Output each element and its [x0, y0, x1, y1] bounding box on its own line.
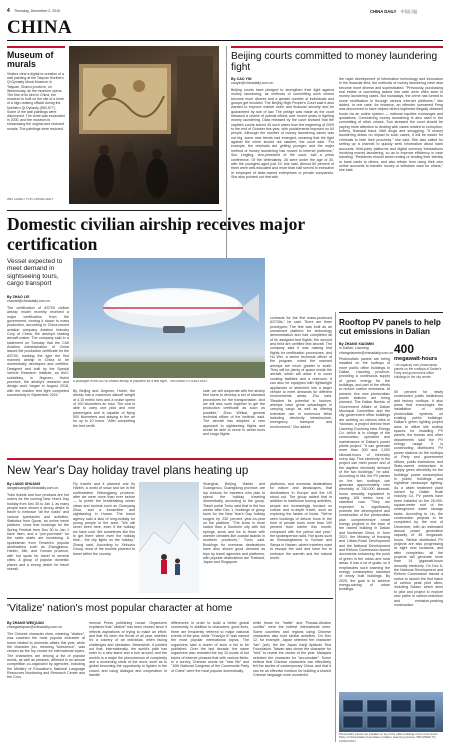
rooftop-photo-art	[339, 692, 443, 732]
rooftop-big-note: The capacity from photovoltaic panels on the rooftops of Dalian's Party and government office buildings in the city center.	[394, 364, 442, 379]
airship-col-2: By Beijing and Jingmen, Hubei, the airship has a maximum takeoff weight of 4.15 metric tons and a cruise speed of 100 kilometers an hour. The cost is able to carry one pilot and nine passengers and is capable of flying 500 kilometers and staying in the air for up to 10 hours. "After completing the test certifi-	[73, 389, 135, 428]
lower-divider	[335, 312, 336, 742]
rooftop-caption	[339, 733, 443, 745]
vitalize-col-4: while those for "battle" and "Russia-Ukraine conflict" were the hottest international ones. Some countries and regions using Chinese characters also hold similar activities. On Dec 12, for example, Japan selected the character "tax" (zei), the the Japan Kanji Aptitude Test Foundation. Taiwan also chose the character for "bird" to reveal the choice of the year. Malaysia selected the character for "accumulate". Some believe that Chinese characters can effectively tell the stories of contemporary China, and that it can be an effective medium for building a shared Chinese language more wonderful.	[253, 621, 331, 678]
brand-english: CHINA DAILY	[370, 9, 397, 14]
brand-name	[370, 9, 417, 15]
newyear-col-1: Train tickets and tour products are hot orders for the coming New Year's Day holiday from Dec 30 to Jan 1, as many people have shown a strong desire to travel to embrace "all the roads" and various spectacles and activities. Statistics from Qunar, an online travel platform, show that bookings for the Spring Festival from Dec 30 to Jan 1 have risen, and a "pre-purchase" for the sales starts are increasing. A spokesman from Tencent's popular destinations such as Zhangjiakou, Harbin, Jilin, and Yunnan province, with hot spots for travel to several cities. A group of popular domestic places and a strong desire for travel overall.	[7, 493, 69, 571]
airship-col-3: cate, we will cooperate with the airship first users to develop a set of standard procedures for the transportation. And we will also work together to get the production certificate as soon as possible," Zhou Weikai, general technical officer of the institute, said. The aircraft has adopted a new approach to sightseeing flights and would be able to serve in aerial tours and cargo flights.	[203, 389, 265, 437]
newyear-byline-name: By LIANG SHUANG	[7, 482, 41, 486]
newyear-col-4: platforms, and overseas destinations for nature and landscapes, that destinations in Europe and the US stood out. The group added that in addition to traditional touring activities, people are increasingly focused on culture and in-depth travel, such as exploring the tastes of foods. "We've seen bookings of deluxe tours in the form of private tours more than 100 percent from earlier this month, compared with the period last year," the spokesperson said. Hot spots such as Xishuangbanna in Yunnan and Sanya in Hainan, where travelers want to escape the cold and have fun to embrace the warmth and the natural world.	[270, 482, 332, 560]
newyear-byline	[7, 482, 69, 491]
vitalize-byline	[7, 621, 85, 630]
museum-photo-art	[69, 46, 219, 204]
rooftop-big-unit: megawatt-hours	[394, 356, 438, 362]
beijing-red-bar	[231, 46, 443, 48]
beijing-byline-name: By CAO YIN	[231, 77, 252, 81]
rooftop-byline-name: By ZHANG XIAOMIN	[339, 342, 374, 346]
rooftop-top-rule	[339, 312, 443, 313]
sidebar-red-bar	[7, 46, 65, 48]
museum-photo	[69, 46, 219, 204]
section-title: CHINA	[7, 17, 72, 38]
newyear-headline: New Year's Day holiday travel plans heating up	[7, 464, 249, 477]
newyear-byline-email: liangshuang@chinadaily.com.cn	[7, 486, 59, 491]
rooftop-byline	[339, 342, 394, 355]
rooftop-headline: Rooftop PV panels to help cut emissions in Dalian	[339, 318, 441, 337]
rooftop-col-2: 50 percent for newly constructed public institutions and factory rooftops. It also plans that encourages the installation of solar photovoltaic systems on existing public buildings. Dalian's green lighting project aims to utilize idle rooftop spaces for installing PV panels, the bureau and other departments said the PV energy usage. It is constructing distributed PV power stations on the rooftops of Party and government offices, public institutions, and State-owned enterprises to supply green electricity for the buildings' power consumption in public buildings and nighttime landscape lighting. As a wider treatment plant owned by Dalian Huali Industry Co, PV panels have been installed on the 25,000-square-meter roof of the underground water storage tanks. According to Liu, the construction projects to be completed by the end of December, with an estimated annual power generation capacity of 45 megawatt-hours. Similar distributed PV projects are also progressing at eight new locations, and after completion, all the projects will generate more than 14 gigawatt-hours annually electricity. On Dec 6, the National Development and Reform Commission issued a notice to launch the first batch of carbon peak pilot cities, including Dalian, which aims to pilot and project to explore new paths in carbon-reduction and emission-peaking construction.	[394, 390, 443, 607]
newyear-col-3: Shanghai, Beijing, Harbin and Guangzhou, Guangdong province, are top choices for travelers who plan to spend the holiday traveling domestically, according to the group. Travel portal Tuniu said that in the two weeks after Dec 1, bookings of group tours for the New Year's Day holiday surged by 230 percent year-on-year on the platform. "The snow is more varied than a Southern city with hot springs, snow and ice to those with warmer climates like coastal islands in southern provinces," Tuniu said. Bookings for overseas destinations have also shown good demand as trips by travel agencies and platforms, with popular destinations are Thailand, Japan and Singapore.	[203, 482, 265, 565]
vitalize-col-3: differences in order to build a better global community. In addition to characters, good lines, there are frequently referred to major national events of the year, while "Chang'e-6" was named the most popular international topics. The organizers said a dozen of such a list to be published. Over the last decade, the same organizers also revealed the top 10 words of hot topics of internet phrases that with various fields. In a survey, Chinese words for "new life" and "10th National Congress of the Communist Party of China" were the most popular domestically,	[171, 621, 249, 673]
vitalize-byline-name: By ZHANG WEIQUAN	[7, 621, 44, 625]
airship-headline: Domestic civilian airship receives major certification	[7, 214, 305, 254]
sidebar-title: Museum of murals	[7, 50, 54, 70]
rooftop-photo-credit: PROVIDED TO CHINA DAILY	[339, 735, 436, 743]
newyear-photo-art	[139, 482, 199, 593]
airship-caption	[73, 380, 265, 384]
newyear-col-2: Fly travels and it planned one fly Harbin, a world of snow and ice in the northeastern Heilongjiang province, after we were more than ever before — to prefer the breathtaking winter views and tourists such as Chaoyang Zhou, and a transmitter and sightseeing in Hunan. The travel agency said a lack of long-holiday for young people in the area. "We will never been here, even if the holiday we have cold. We sometimes like this to get there when even the holiday time... the city lights on the holiday," Zhang said. According to Xinhua's Group, most of the tourists planned to travel within the country.	[73, 482, 135, 556]
airship-photo	[73, 258, 265, 378]
brand-chinese: 中国日报	[400, 9, 418, 14]
date-line: Thursday, December 2, 2010	[14, 9, 61, 13]
airship-byline	[7, 295, 69, 304]
vitalize-col-2: mercial Press publishing house. Organizers explained that "vitalize" has been chosen since it reflects aspirations of trying to make an effort, and that it's been the thrust of all year, whether it's a country of an individual, when facing challenges and obstacles. Meanwhile, it pointed out that, internationally, the world's path has enter to a new stand and a turn around, and the world's is a major the phenomenon of complexity and a worsening crisis of the word, such as to global becoming the opportunity to lighten in the crowd, and using dialogue and cooperation to handle	[89, 621, 167, 678]
page-number: 4	[7, 8, 10, 14]
vitalize-byline-email: zhangweiquan@chinadaily.com.cn	[7, 625, 63, 630]
rooftop-byline-email: zhangxiaomin@chinadaily.com.cn	[339, 350, 394, 355]
rooftop-caption-text: Photovoltaic panels are installed on top of the office buildings of the Communist Party of China Dalian Committee in Dalian, Liaoning province.	[339, 733, 438, 740]
airship-col-1: The certification of AS700 civilian airship model recently received a major certification from the government, moving it closer to mass production, according to China-owned aviation company Aviation Industry Corp of China, the airship's leading aircraft maker. The company said in a statement on Tuesday that the Civil Aviation Administration of China issued the production certificate for the AS700, marking the type the first manned airship in China to be domestically developed and certified. Designed and built by the Special Vehicle Research Institute, an AVIC subsidiary, in Jingmen, Hubei province, the airship's research and design work began in August 2018, with the maiden test fight completed successfully in September 2022.	[7, 306, 69, 397]
newyear-red-bar	[7, 458, 333, 460]
vitalize-col-1: The Chinese character zhen, meaning "vitalize", was crowned the most popular character at home related to domestic affairs this year, while the character jun, meaning "turbulence", was chosen as the top choice for international topics. The characters are among a list of popular words, as well as phrases, affirmed in an annual competition co-organized by agencies, including the Ministry of Education's National Language Resources Monitoring and Research Center and the Com-	[7, 632, 85, 680]
beijing-byline-email: caoyin@chinadaily.com.cn	[231, 81, 274, 86]
airship-top-rule	[7, 210, 222, 211]
airship-photo-credit: PROVIDED TO CHINA DAILY	[170, 380, 208, 383]
newyear-photo	[139, 482, 199, 593]
airship-col-4: contracts for the first mass-produced AS700s," he said. There are three prototypes: The first was built as an unmanned platform for technology demonstration and had completed all of its assigned test flights; the second and third are certified test aircraft. The company said it was making test flights for certification procedures, and Hu Wei, a senior technical officer of the program, noted the manned airships are much greater in scale. They will be plenty of space inside the aircraft, which will allow it to cover cooking facilities and a restroom. It can also be equipped with lightweight appliances or stretched into a larger vehicle to meet demands for different environments areas, Zhu said. "Besides its potential in tourism, airships have great advantages in carrying cargo as well as offering extensive use in numerous fields including electricity infrastructure, emergency transport and environment," Zhu added.	[270, 316, 332, 429]
vitalize-headline: 'Vitalize' nation's most popular character at home	[7, 603, 233, 614]
beijing-col-1: Beijing courts have pledged to strengthen their fight against money laundering, as methods of committing such crimes become more diverse and a greater number of individuals and groups get involved. The Beijing High People's Court said it also wanted to improve market order and financial security and be guaranteed by rule of law. The pledge was made as the court released a review of judicial efforts over recent years in fighting money laundering. Data released by the court showed that the capital's courts solved 45 such cases from the beginning of 2009 to the end of October this year, with punishments imposed on 64 people. Although the number of money laundering cases was not big, some new trends had emerged, meaning that the fight against the crime should not slacken, the court said. "For example, the criminals are getting younger, and the major method of money laundering has moved to Internet platforms," Sun Lingling, vice-president of the court, told a press conference. Of the defendants, 26 were under the age of 30, with the youngest aged just 19, she said. Almost 60 percent of them were well-educated and more than half served in executive or employee of state-owned enterprises or private companies. She also pointed out that with	[231, 88, 334, 179]
rooftop-byline-loc: in Dalian, Liaoning	[339, 346, 369, 351]
airship-caption-text: A prototype of the AS700 civilian airship is prepared for a test flight.	[73, 380, 168, 383]
airship-byline-email: zhaolei@chinadaily.com.cn	[7, 299, 51, 304]
rooftop-col-1: Photovoltaic panels are being installed on the rooftops of more public office buildings in Dalian, Liaoning province, providing a continuous supply of green energy for the buildings, and part of the efforts to reduce carbon emissions. At present, five new photovoltaic power stations are being planned. The Dalian Bureau of Government Affairs of Dalian Municipal Committee and the city government office buildings are working on various sites in Yaoshan, a project director from Liaoning Guohong New Energy Co, which is in charge of the construction, operation and maintenance of Dalian's power plants project. "It can generate more than 300 and 1,000 kilowatt-hours of electricity every day. This electricity in the project can meet power and of the daytime electricity demand of the two buildings," he said. According to Ma, the PV panels on the two rooftops can generate approximately new electricity of 330,000 kilowatt-hours annually, equivalent to saving 108 metric tons of standard coal. "They are expected to significantly promote the development and construction of the photovoltaic plan comprehensive smart energy projects in the town of the owned building in Dalian and Northeast China. In June 2021, the Ministry of Housing and Urban-Rural Development and the National Development and Reform Commission issued documents enhancing the push of green in the urban and rural areas. It has a lot of goals, so it emphasizes such lowering the energy consumption standard of newly built buildings. By 2025, the goal is to achieve energy-saving of urban buildings.	[339, 357, 390, 592]
header-rule	[7, 40, 443, 41]
sidebar-text: Visitors view a digital re-creation of a wall painting at the Taiyuan Northern Qi Dynasty Mural Museum in Taiyuan, Shanxi province, on Wednesday, as the museum opens. The first of its kind in China, the museum is built on the site of a tomb of a high-ranking official during the Northern Qi Dynasty (550-577). Some of the wall paintings were discovered. The tomb was excavated in 2000, and the museum is showcasing the original and restored murals. The paintings were restored.	[7, 72, 65, 131]
rooftop-big-number: 400	[394, 342, 415, 356]
rooftop-photo	[339, 692, 443, 732]
beijing-byline	[231, 77, 335, 86]
airship-photo-art	[73, 258, 265, 378]
beijing-col-2: the rapid development of information technology and innovation in the financial field, the methods of money laundering have also become more diverse and sophisticated. "Previously, purchasing real estate or converting assets into cash were often seen in money laundering cases. But nowadays, the crime has turned to some rectification in through various Internet platforms," she added. In one case, for instance, an offender surnamed Feng was discovered to have helped others legitimize illegally obtained funds via an online system — national equities exchanges and quotations. Considering money laundering is also used in the committing of other crimes, Sun stressed the court should be paying more attention to dealing with cases related to corruption, bribery, financial fraud, illicit drugs and smuggling. "If money laundering draws no impact to such cases, it will be easier for criminals to hide their proceeds," she said. She also called for setting up a channel to quickly seek information about bank accounts, third-party platforms and digital currency transactions involving money laundering, so as to improve efficiency in case handling. "Residents should avoid renting or lending their identity or bank cards to others, and also refrain from using their own online accounts to transfer money or withdraw cash for others," she said.	[339, 77, 443, 173]
beijing-headline: Beijing courts committed to money laundering fight	[231, 51, 438, 74]
airship-byline-name: By ZHAO LEI	[7, 295, 30, 299]
vitalize-top-rule	[7, 598, 333, 599]
airship-deck: Vessel expected to meet demand in sightseeing tours, cargo transport	[7, 258, 63, 287]
sidebar-credit: WEI LIANG / FOR CHINA DAILY	[7, 198, 54, 201]
